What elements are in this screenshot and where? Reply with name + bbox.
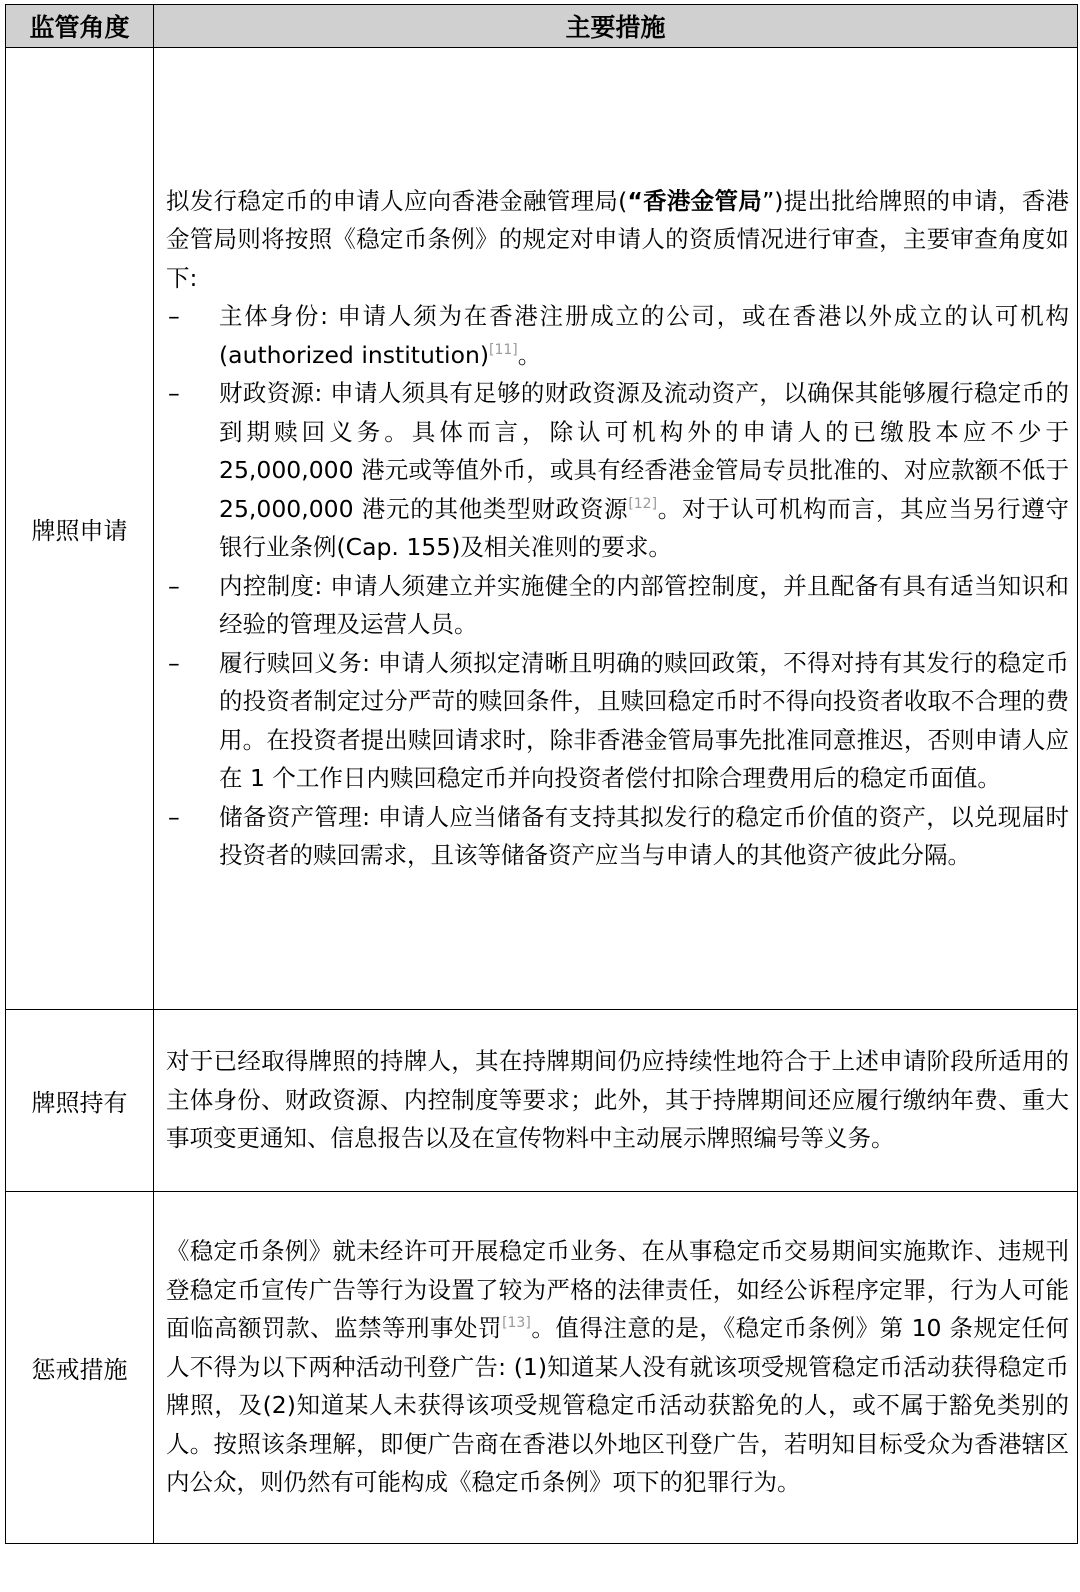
item-text: 储备资产管理: 申请人应当储备有支持其拟发行的稳定币价值的资产，以兑现届时投资者的赎回需求，且该等储备资产应当与申请人的其他资产彼此分隔。 <box>219 802 1069 869</box>
penalties-text-before: 《稳定币条例》就未经许可开展稳定币业务、在从事稳定币交易期间实施欺诈、违规刊登稳定币宣传广告等行为设置了较为严格的法律责任，如经公诉程序定罪，行为人可能面临高额罚款、监禁等刑事处罚 <box>166 1237 1069 1343</box>
license-application-content <box>154 48 1078 1010</box>
item-text: 财政资源: 申请人须具有足够的财政资源及流动资产，以确保其能够履行稳定币的到期赎回义务。具体而言，除认可机构外的申请人的已缴股本应不少于 25,000,000 港元或等值外币，或具有经香港金管局专员批准的、对应款额不低于 25,000,000 港元的其他类型财政资源 <box>219 379 1069 523</box>
footnote-ref-13[interactable]: [13] <box>502 1315 531 1332</box>
penalties-text-after: 。值得注意的是，《稳定币条例》第 10 条规定任何人不得为以下两种活动刊登广告: (1)知道某人没有就该项受规管稳定币活动获得稳定币牌照，及(2)知道某人未获得该项受规管稳定币活动获豁免的人，或不属于豁免类别的人。按照该条理解，即便广告商在香港以外地区刊登广告，若明知目标受众为香港辖区内公众，则仍然有可能构成《稳定币条例》项下的犯罪行为。 <box>166 1314 1070 1497</box>
dash-bullet: – <box>168 302 180 330</box>
list-item <box>166 798 1069 875</box>
footnote-ref-12[interactable]: [12] <box>628 495 658 512</box>
license-holding-text: 对于已经取得牌照的持牌人，其在持牌期间仍应持续性地符合于上述申请阶段所适用的主体身份、财政资源、内控制度等要求；此外，其于持牌期间还应履行缴纳年费、重大事项变更通知、信息报告以及在宣传物料中主动展示牌照编号等义务。 <box>166 1047 1069 1153</box>
table-row-license-application <box>6 48 1078 1010</box>
intro-paragraph <box>166 182 1069 298</box>
footnote-ref-11[interactable]: [11] <box>489 341 518 358</box>
item-text-after: 。 <box>517 340 542 369</box>
dash-bullet: – <box>168 802 180 831</box>
intro-bold-term: “香港金管局 <box>627 186 763 215</box>
list-item <box>166 567 1069 644</box>
list-item <box>166 644 1069 798</box>
row-label-license-holding: 牌照持有 <box>6 1010 154 1192</box>
license-holding-content <box>154 1010 1078 1192</box>
table-row-penalties <box>6 1192 1078 1544</box>
penalties-content <box>154 1192 1078 1544</box>
regulation-table <box>5 4 1078 1544</box>
list-item <box>166 374 1069 567</box>
dash-bullet: – <box>168 648 180 677</box>
penalties-paragraph <box>166 1232 1069 1502</box>
intro-text-after: ”)提出批给牌照的申请，香港金管局则将按照《稳定币条例》的规定对申请人的资质情况进行审查，主要审查角度如下: <box>166 186 1069 292</box>
item-text: 履行赎回义务: 申请人须拟定清晰且明确的赎回政策，不得对持有其发行的稳定币的投资者制定过分严苛的赎回条件，且赎回稳定币时不得向投资者收取不合理的费用。在投资者提出赎回请求时，除非香港金管局事先批准同意推迟，否则申请人应在 1 个工作日内赎回稳定币并向投资者偿付扣除合理费用后的稳定币面值。 <box>219 648 1069 792</box>
item-text: 主体身份: 申请人须为在香港注册成立的公司，或在香港以外成立的认可机构(authorized institution) <box>219 302 1069 369</box>
item-text-after: 。对于认可机构而言，其应当另行遵守银行业条例(Cap. 155)及相关准则的要求。 <box>219 494 1070 561</box>
list-item <box>166 297 1069 374</box>
row-label-penalties: 惩戒措施 <box>6 1192 154 1544</box>
review-criteria-list <box>166 297 1069 875</box>
table-row-license-holding <box>6 1010 1078 1192</box>
item-text: 内控制度: 申请人须建立并实施健全的内部管控制度，并且配备有具有适当知识和经验的管理及运营人员。 <box>219 571 1069 638</box>
document-page <box>5 4 1077 1544</box>
header-regulatory-angle: 监管角度 <box>6 5 154 48</box>
intro-text-before: 拟发行稳定币的申请人应向香港金融管理局( <box>166 186 628 215</box>
dash-bullet: – <box>168 571 180 600</box>
header-main-measures: 主要措施 <box>154 5 1078 48</box>
dash-bullet: – <box>168 379 180 407</box>
header-row <box>6 5 1078 48</box>
row-label-license-application: 牌照申请 <box>6 48 154 1010</box>
